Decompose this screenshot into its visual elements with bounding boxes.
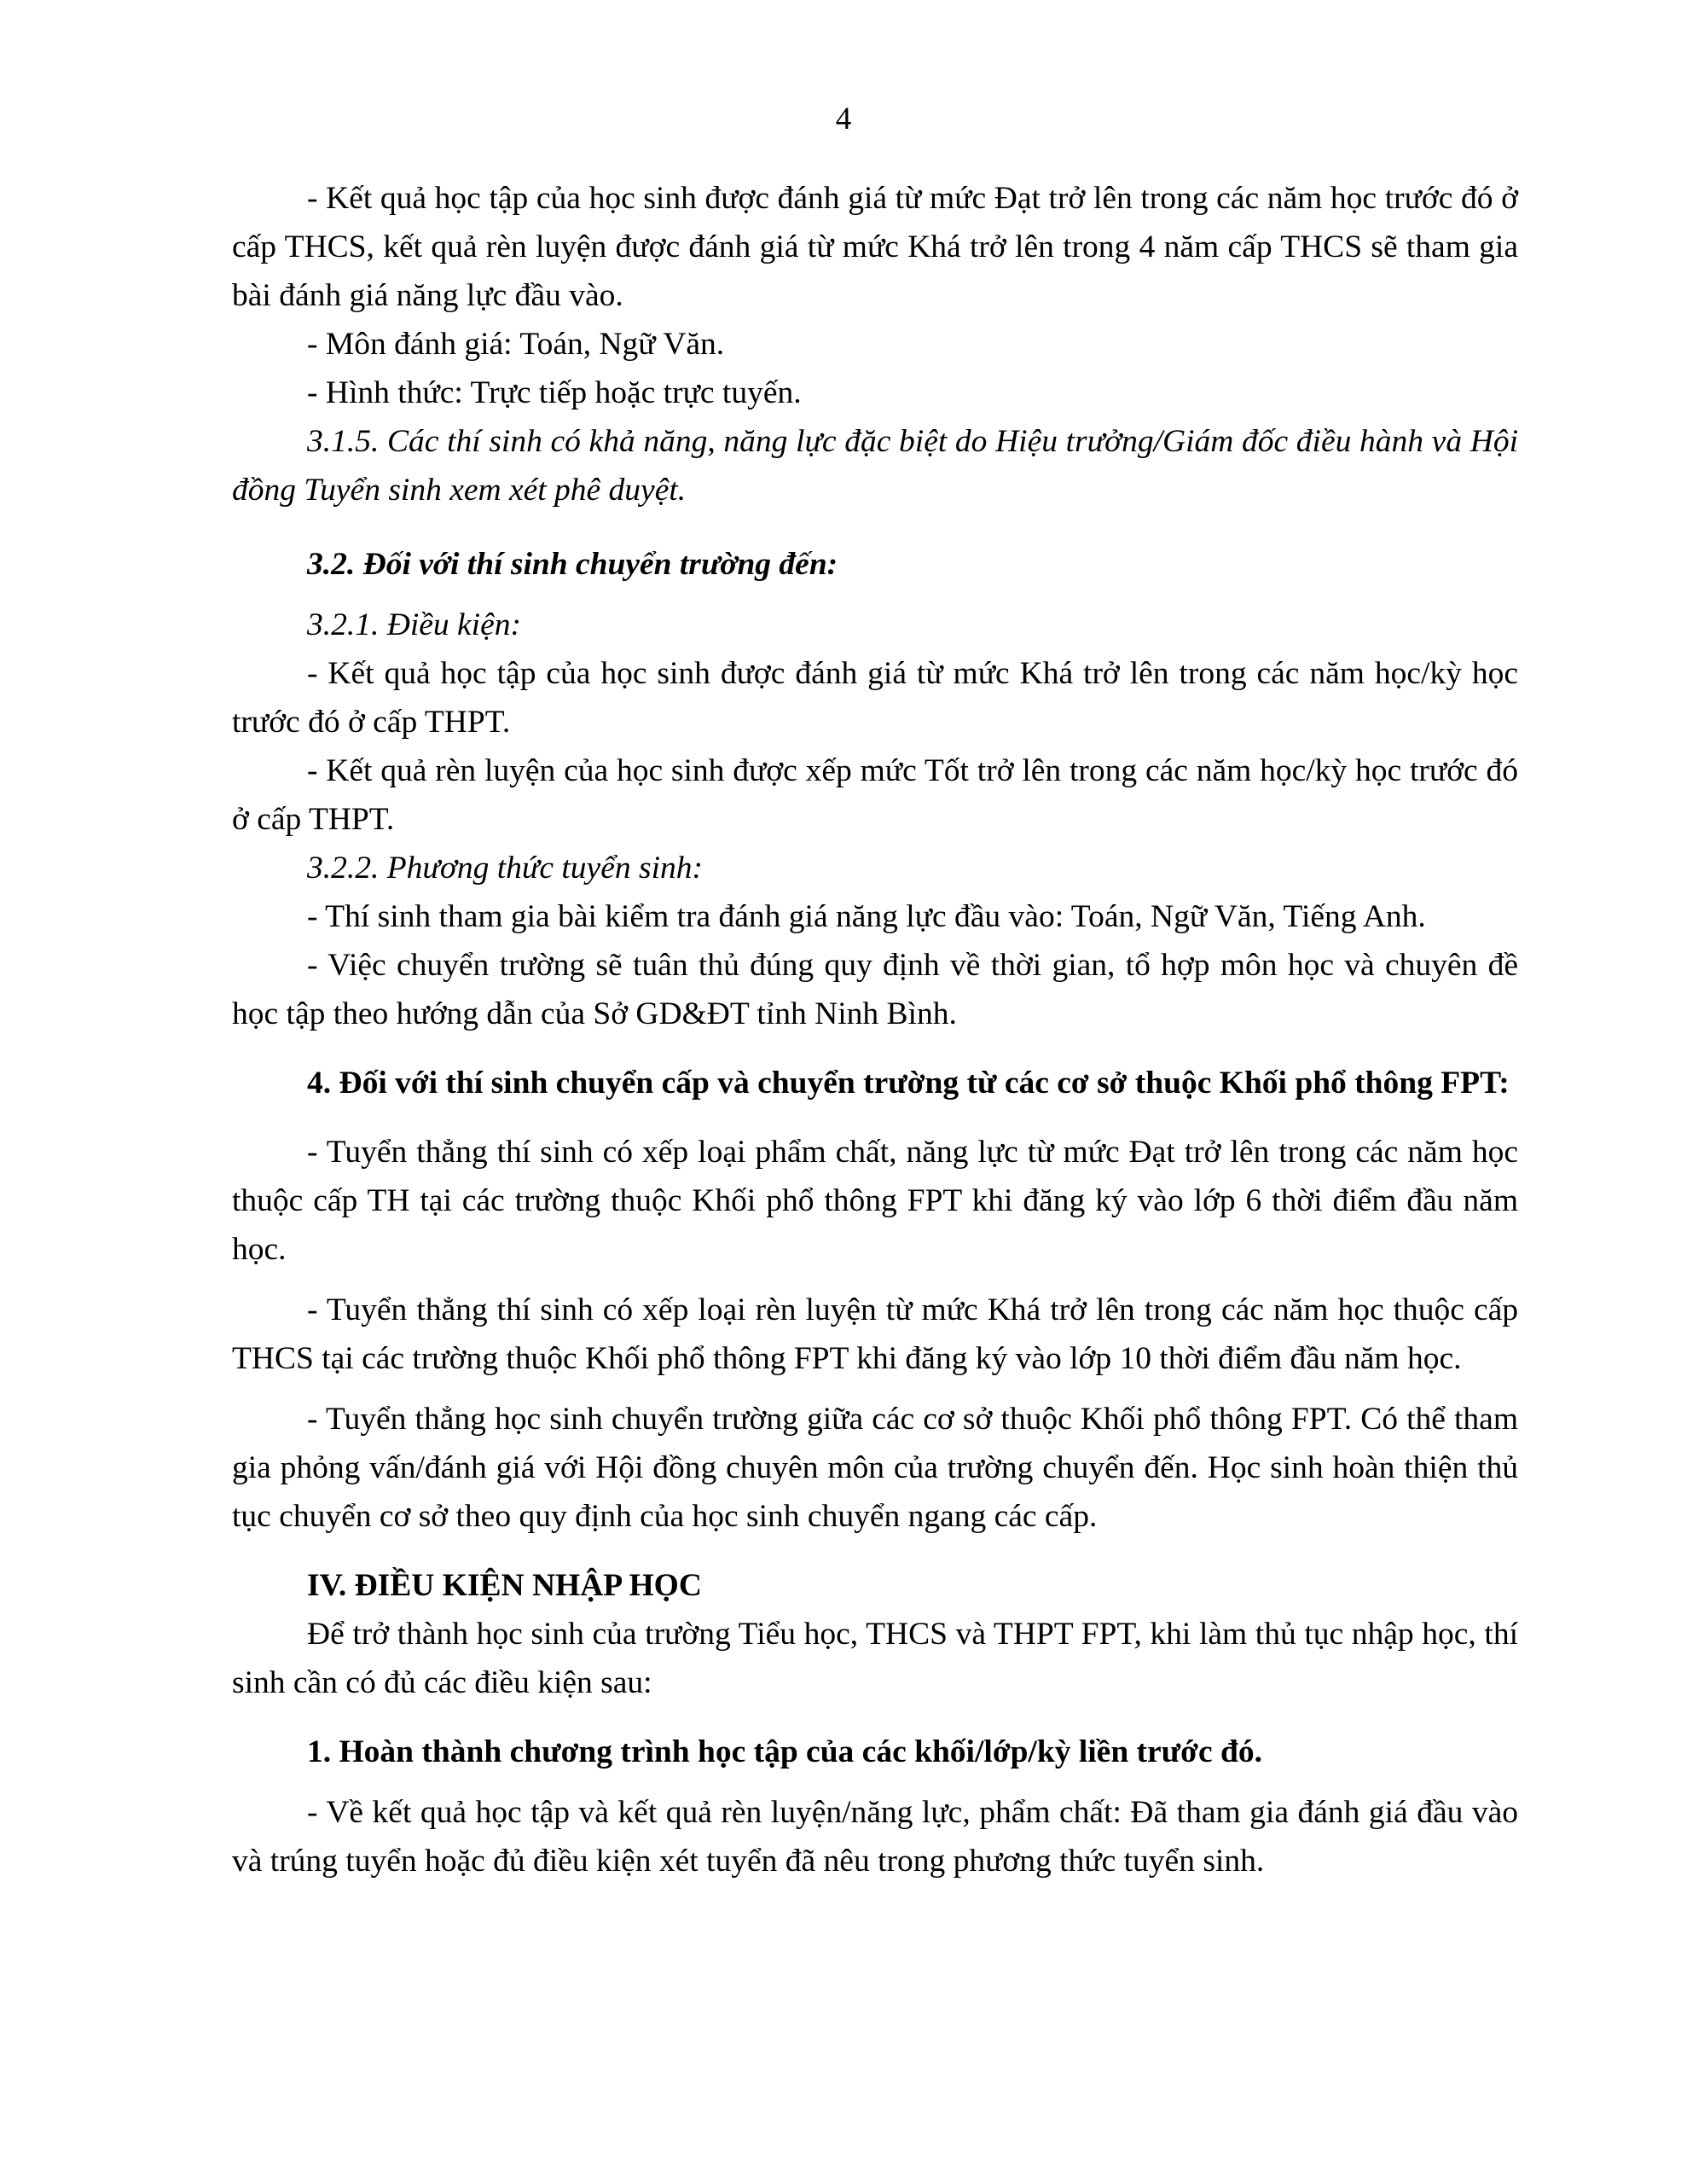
paragraph-kq-hoc-tap-thcs: - Kết quả học tập của học sinh được đánh giá từ mức Đạt trở lên trong các năm học trước đó ở cấp THCS, kết quả rèn luyện được đánh giá từ mức Khá trở lên trong 4 năm cấp THCS sẽ tham gia bài đánh giá năng lực đầu vào. bbox=[232, 181, 1518, 313]
paragraph-tuyen-thang-chuyen-truong: - Tuyển thẳng học sinh chuyển trường giữa các cơ sở thuộc Khối phổ thông FPT. Có thể tham gia phỏng vấn/đánh giá với Hội đồng chuyên môn của trường chuyển đến. Học sinh hoàn thiện thủ tục chuyển cơ sở theo quy định của học sinh chuyển ngang các cấp. bbox=[232, 1402, 1518, 1534]
paragraph-tuyen-thang-lop-6: - Tuyển thẳng thí sinh có xếp loại phẩm chất, năng lực từ mức Đạt trở lên trong các năm học thuộc cấp TH tại các trường thuộc Khối phổ thông FPT khi đăng ký vào lớp 6 thời điểm đầu năm học. bbox=[232, 1135, 1518, 1267]
page-content bbox=[232, 174, 1518, 1885]
heading-iv: IV. ĐIỀU KIỆN NHẬP HỌC bbox=[307, 1568, 702, 1603]
paragraph-chuyen-truong: - Việc chuyển trường sẽ tuân thủ đúng quy định về thời gian, tổ hợp môn học và chuyên đề học tập theo hướng dẫn của Sở GD&ĐT tỉnh Ninh Bình. bbox=[232, 948, 1518, 1031]
heading-4: 4. Đối với thí sinh chuyển cấp và chuyển trường từ các cơ sở thuộc Khối phổ thông FPT: bbox=[307, 1066, 1510, 1101]
subsection-3-1-5: 3.1.5. Các thí sinh có khả năng, năng lực đặc biệt do Hiệu trưởng/Giám đốc điều hành và Hội đồng Tuyển sinh xem xét phê duyệt. bbox=[232, 424, 1518, 508]
paragraph-hinh-thuc: - Hình thức: Trực tiếp hoặc trực tuyến. bbox=[307, 375, 802, 410]
paragraph-mon-danh-gia: - Môn đánh giá: Toán, Ngữ Văn. bbox=[307, 327, 725, 362]
paragraph-kq-ren-luyen-thpt: - Kết quả rèn luyện của học sinh được xếp mức Tốt trở lên trong các năm học/kỳ học trước đó ở cấp THPT. bbox=[232, 753, 1518, 837]
heading-iv-1: 1. Hoàn thành chương trình học tập của các khối/lớp/kỳ liền trước đó. bbox=[307, 1734, 1262, 1769]
subheading-3-2-2: 3.2.2. Phương thức tuyển sinh: bbox=[307, 851, 703, 886]
paragraph-dieu-kien-intro: Để trở thành học sinh của trường Tiểu học, THCS và THPT FPT, khi làm thủ tục nhập học, thí sinh cần có đủ các điều kiện sau: bbox=[232, 1617, 1518, 1700]
subheading-3-2-1: 3.2.1. Điều kiện: bbox=[307, 607, 521, 642]
page-number: 4 bbox=[835, 102, 852, 136]
paragraph-ket-qua-danh-gia: - Về kết quả học tập và kết quả rèn luyện/năng lực, phẩm chất: Đã tham gia đánh giá đầu vào và trúng tuyển hoặc đủ điều kiện xét tuyển đã nêu trong phương thức tuyển sinh. bbox=[232, 1795, 1518, 1879]
heading-3-2: 3.2. Đối với thí sinh chuyển trường đến: bbox=[307, 547, 838, 582]
paragraph-kq-hoc-tap-thpt: - Kết quả học tập của học sinh được đánh giá từ mức Khá trở lên trong các năm học/kỳ học trước đó ở cấp THPT. bbox=[232, 656, 1518, 740]
paragraph-bai-kiem-tra: - Thí sinh tham gia bài kiểm tra đánh giá năng lực đầu vào: Toán, Ngữ Văn, Tiếng Anh. bbox=[307, 899, 1426, 934]
paragraph-tuyen-thang-lop-10: - Tuyển thẳng thí sinh có xếp loại rèn luyện từ mức Khá trở lên trong các năm học thuộc cấp THCS tại các trường thuộc Khối phổ thông FPT khi đăng ký vào lớp 10 thời điểm đầu năm học. bbox=[232, 1292, 1518, 1376]
